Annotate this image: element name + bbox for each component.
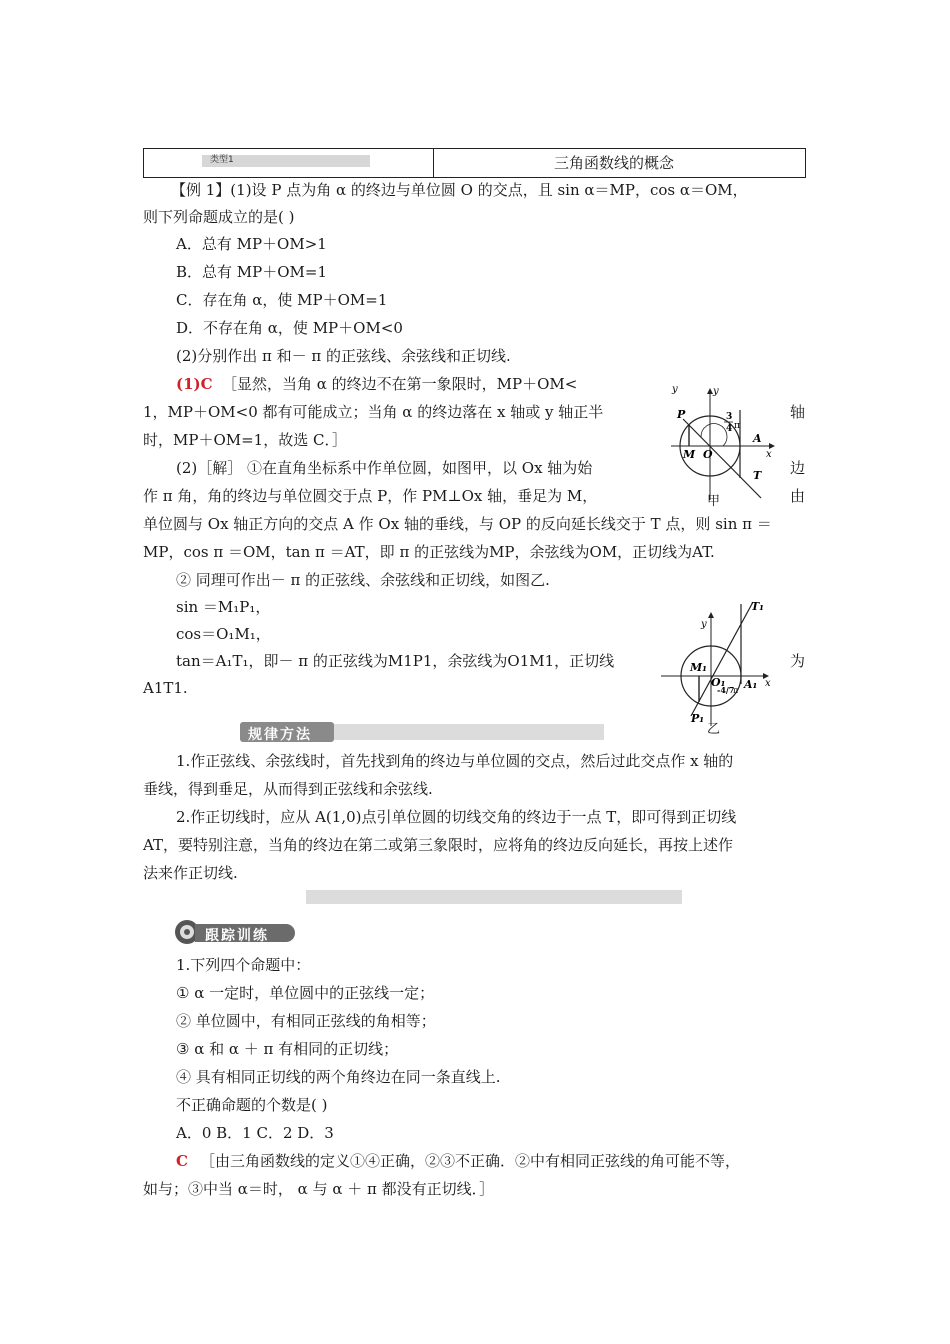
- fig-jia-a-label: A: [753, 432, 762, 445]
- fig-jia-o-label: O: [703, 448, 713, 461]
- method-banner: [240, 724, 604, 743]
- answer-line-6: 单位圆与 Ox 轴正方向的交点 A 作 Ox 轴的垂线，与 OP 的反向延长线交于 T 点，则 sin π ＝: [143, 515, 772, 533]
- answer-line-4: (2)［解］ ①在直角坐标系中作单位圆，如图甲，以 Ox 轴为始: [176, 459, 593, 477]
- fig-jia-frac-den: 4: [726, 424, 733, 434]
- method-line-4: AT，要特别注意，当角的终边在第二或第三象限时，应将角的终边反向延长，再按上述作: [143, 836, 734, 854]
- figure-yi-diagram: [655, 598, 780, 730]
- fig-jia-x-label: x: [766, 449, 772, 460]
- fig-yi-o1-label: O₁: [711, 676, 726, 689]
- answer-line-2: 1，MP＋OM<0 都有可能成立；当角 α 的终边落在 x 轴或 y 轴正半: [143, 403, 604, 421]
- table-divider: [433, 149, 434, 177]
- option-d: D．不存在角 α，使 MP＋OM<0: [176, 319, 403, 337]
- training-line-4: ③ α 和 α ＋ π 有相同的正切线；: [176, 1040, 399, 1058]
- fig-yi-pi: π: [733, 686, 739, 695]
- training-line-3: ② 单位圆中，有相同正弦线的角相等；: [176, 1012, 436, 1030]
- fig-yi-frac: -4/7: [717, 685, 735, 695]
- method-line-3: 2.作正切线时，应从 A(1,0)点引单位圆的切线交角的终边于一点 T，即可得到正切线: [176, 808, 737, 826]
- answer-line-9: sin ＝M₁P₁，: [176, 598, 271, 616]
- tail-you: 由: [790, 487, 806, 505]
- fig-jia-pi: π: [734, 421, 740, 431]
- option-c: C．存在角 α，使 MP＋OM=1: [176, 291, 388, 309]
- figure-yi-caption: 乙: [707, 722, 721, 737]
- fig-yi-x-label: x: [765, 678, 771, 689]
- tail-wei: 为: [790, 652, 806, 670]
- training-banner-label: 跟踪训练: [205, 928, 269, 944]
- fig-jia-t-label: T: [753, 469, 762, 482]
- fig-jia-y-axis-label: y: [713, 386, 719, 397]
- training-line-2: ① α 一定时，单位圆中的正弦线一定；: [176, 984, 435, 1002]
- type-badge-label: 类型1: [210, 155, 234, 165]
- training-answer-line-1: ［由三角函数线的定义①④正确，②③不正确．②中有相同正弦线的角可能不等，: [200, 1152, 741, 1170]
- method-line-1: 1.作正弦线、余弦线时，首先找到角的终边与单位圆的交点，然后过此交点作 x 轴的: [176, 752, 734, 770]
- type-badge: [202, 155, 370, 167]
- fig-yi-t1-label: T₁: [751, 600, 765, 613]
- training-answer-tag: C: [176, 1152, 188, 1170]
- method-line-2: 垂线，得到垂足，从而得到正弦线和余弦线.: [143, 780, 433, 798]
- type-header-table: [143, 148, 806, 178]
- answer-line-8: ② 同理可作出－ π 的正弦线、余弦线和正切线，如图乙.: [176, 571, 550, 589]
- answer-line-3: 时，MP＋OM=1，故选 C．］: [143, 431, 347, 449]
- answer-line-1: ［显然，当角 α 的终边不在第一象限时，MP＋OM<: [222, 375, 578, 393]
- tail-bian: 边: [790, 459, 806, 477]
- fig-yi-p1-label: P₁: [691, 712, 705, 725]
- option-b: B．总有 MP＋OM=1: [176, 263, 328, 281]
- option-a: A．总有 MP＋OM>1: [176, 235, 327, 253]
- example-part-2: (2)分别作出 π 和－ π 的正弦线、余弦线和正切线.: [176, 347, 511, 365]
- example-line-1: 【例 1】(1)设 P 点为角 α 的终边与单位圆 O 的交点，且 sin α＝MP，cos α＝OM，: [171, 181, 748, 199]
- training-line-1: 1.下列四个命题中：: [176, 956, 311, 974]
- training-line-6: 不正确命题的个数是( ): [176, 1096, 328, 1114]
- answer-tag-1: (1)C: [176, 375, 213, 393]
- training-line-5: ④ 具有相同正切线的两个角终边在同一条直线上.: [176, 1068, 501, 1086]
- tail-zhou: 轴: [790, 403, 806, 421]
- fig-jia-y-label: y: [672, 384, 678, 395]
- type-title: 三角函数线的概念: [554, 154, 675, 172]
- fig-yi-a1-label: A₁: [744, 678, 758, 691]
- training-answer-line-2: 如与；③中当 α＝时， α 与 α ＋ π 都没有正切线．］: [143, 1180, 495, 1198]
- answer-line-5: 作 π 角，角的终边与单位圆交于点 P，作 PM⊥Ox 轴，垂足为 M，: [143, 487, 598, 505]
- training-options: A．0 B．1 C．2 D．3: [176, 1124, 334, 1142]
- fig-jia-p-label: P: [677, 408, 686, 421]
- answer-line-12: A1T1.: [143, 679, 188, 697]
- fig-yi-y-label: y: [701, 619, 707, 630]
- answer-line-11: tan＝A₁T₁，即－ π 的正弦线为M1P1，余弦线为O1M1，正切线: [176, 652, 615, 670]
- fig-jia-frac-num: 3: [726, 412, 733, 422]
- example-line-2: 则下列命题成立的是( ): [143, 208, 295, 226]
- fig-yi-m1-label: M₁: [690, 661, 707, 674]
- training-banner: [175, 920, 295, 944]
- figure-jia-diagram: [665, 382, 785, 510]
- section-divider-bar: [306, 890, 682, 904]
- method-line-5: 法来作正切线.: [143, 864, 238, 882]
- fig-jia-m-label: M: [683, 448, 696, 461]
- answer-line-7: MP，cos π ＝OM，tan π ＝AT，即 π 的正弦线为MP，余弦线为OM，正切线为AT.: [143, 543, 715, 561]
- figure-jia-caption: 甲: [707, 494, 721, 509]
- answer-line-10: cos＝O₁M₁，: [176, 625, 271, 643]
- method-banner-label: 规律方法: [248, 727, 312, 743]
